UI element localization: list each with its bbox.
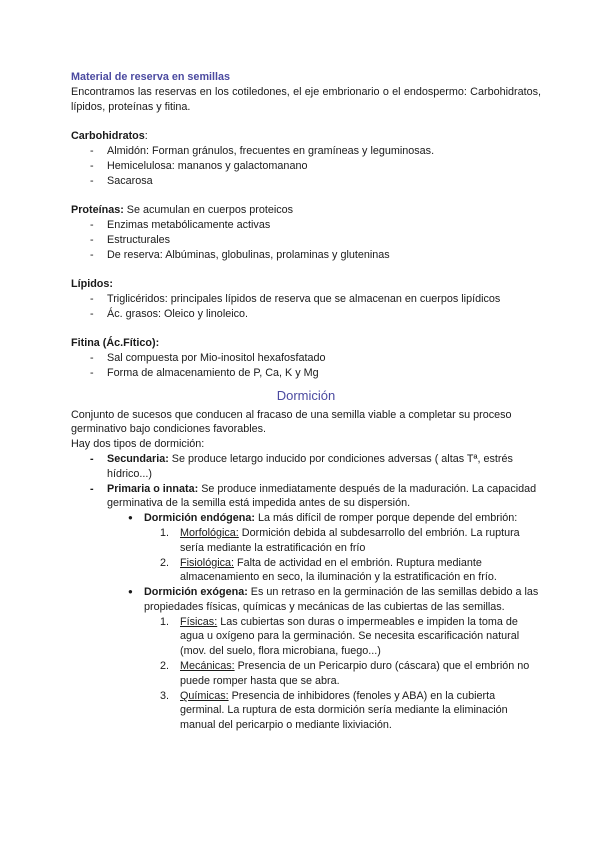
- list-item: [160, 615, 541, 659]
- carbohidratos-colon: :: [144, 130, 148, 143]
- proteinas-text: Se acumulan en cuerpos proteicos: [123, 204, 294, 217]
- lipidos-list: [71, 292, 541, 322]
- item-number: 2.: [160, 660, 170, 673]
- list-item: - De reserva: Albúminas, globulinas, prolaminas y gluteninas: [107, 248, 541, 263]
- list-item: - Almidón: Forman gránulos, frecuentes en gramíneas y leguminosas.: [107, 144, 541, 159]
- primaria-sublist: [71, 511, 541, 526]
- fitina-list: [71, 351, 541, 381]
- item-number: 1.: [160, 526, 170, 539]
- endogena-text: La más difícil de romper porque depende del embrión:: [254, 512, 518, 525]
- list-item: [160, 556, 541, 586]
- item-text: Dormición debida al subdesarrollo del embrión. La ruptura sería mediante la estratificación en frío: [180, 526, 520, 554]
- endogena-label: Dormición endógena:: [144, 512, 255, 525]
- item-term: Morfológica:: [180, 526, 239, 539]
- proteinas-heading: Proteínas:: [71, 204, 124, 217]
- list-item: - Triglicéridos: principales lípidos de reserva que se almacenan en cuerpos lipídicos: [107, 292, 541, 307]
- list-item: - Estructurales: [107, 233, 541, 248]
- lipidos-heading: Lípidos:: [71, 278, 113, 291]
- item-term: Fisiológica:: [180, 556, 235, 569]
- item-number: 1.: [160, 615, 170, 628]
- carbohidratos-heading-line: [71, 129, 541, 144]
- primaria-sublist-2: [71, 585, 541, 615]
- exogena-list: [71, 615, 541, 733]
- item-text: Presencia de un Pericarpio duro (cáscara) que el embrión no puede romper hasta que se abra.: [180, 660, 530, 687]
- dormicion-intro: Conjunto de sucesos que conducen al fracaso de una semilla viable a completar su proceso germinativo bajo condiciones favorables.: [71, 408, 512, 436]
- reserva-heading: Material de reserva en semillas: [71, 71, 231, 83]
- fitina-heading: Fitina (Ác.Fítico):: [71, 337, 160, 350]
- reserva-intro: Encontramos las reservas en los cotiledones, el eje embrionario o el endospermo: Carbohidratos, lípidos, proteínas y fitina.: [71, 85, 541, 113]
- list-item: - Enzimas metabólicamente activas: [107, 218, 541, 233]
- list-item-exogena: [144, 585, 541, 615]
- carbohidratos-heading: Carbohidratos: [71, 130, 145, 143]
- list-item: - Sal compuesta por Mio-inositol hexafosfatado: [107, 351, 541, 366]
- item-term: Químicas:: [180, 689, 229, 702]
- primaria-text: Se produce inmediatamente después de la maduración. La capacidad germinativa de la semilla está impedida antes de su dispersión.: [107, 482, 537, 510]
- item-term: Mecánicas:: [180, 660, 235, 673]
- list-item-secundaria: [107, 452, 541, 482]
- list-item: [160, 526, 541, 556]
- item-text: Las cubiertas son duras o impermeables e impiden la toma de agua u oxígeno para la germinación. Se necesita escarificación natural (mov. del suelo, flora microbiana, fuego...): [180, 615, 520, 658]
- item-term: Físicas:: [180, 615, 218, 628]
- proteinas-list: [71, 218, 541, 262]
- proteinas-heading-line: [71, 203, 541, 218]
- item-number: 3.: [160, 689, 170, 702]
- item-number: 2.: [160, 556, 170, 569]
- list-item: - Hemicelulosa: mananos y galactomanano: [107, 159, 541, 174]
- list-item: - Ác. grasos: Oleico y linoleico.: [107, 307, 541, 322]
- secundaria-text: Se produce letargo inducido por condiciones adversas ( altas Tª, estrés hídrico...): [107, 452, 513, 480]
- list-item: - Forma de almacenamiento de P, Ca, K y Mg: [107, 366, 541, 381]
- item-text: Presencia de inhibidores (fenoles y ABA) en la cubierta germinal. La ruptura de esta dormición sería mediante la eliminación manual del pericarpio o mediante lixiviación.: [180, 689, 508, 732]
- list-item: [160, 689, 541, 733]
- exogena-text: Es un retraso en la germinación de las semillas debido a las propiedades físicas, químicas y mecánicas de las cubiertas de las semillas.: [144, 586, 539, 613]
- secundaria-label: Secundaria:: [107, 452, 169, 465]
- endogena-list: [71, 526, 541, 585]
- dormicion-title: Dormición: [276, 387, 336, 403]
- list-item: [160, 659, 541, 689]
- exogena-label: Dormición exógena:: [144, 586, 248, 599]
- dormicion-tipos: Hay dos tipos de dormición:: [71, 438, 205, 451]
- dormicion-tipos-list: [71, 452, 541, 511]
- list-item-primaria: [107, 482, 541, 512]
- list-item: - Sacarosa: [107, 174, 541, 189]
- document-page: [71, 70, 541, 733]
- carbohidratos-list: [71, 144, 541, 188]
- primaria-label: Primaria o innata:: [107, 482, 199, 495]
- list-item-endogena: [144, 511, 541, 526]
- item-text: Falta de actividad en el embrión. Ruptura mediante almacenamiento en seco, la iluminación y la estratificación en frío.: [180, 556, 497, 584]
